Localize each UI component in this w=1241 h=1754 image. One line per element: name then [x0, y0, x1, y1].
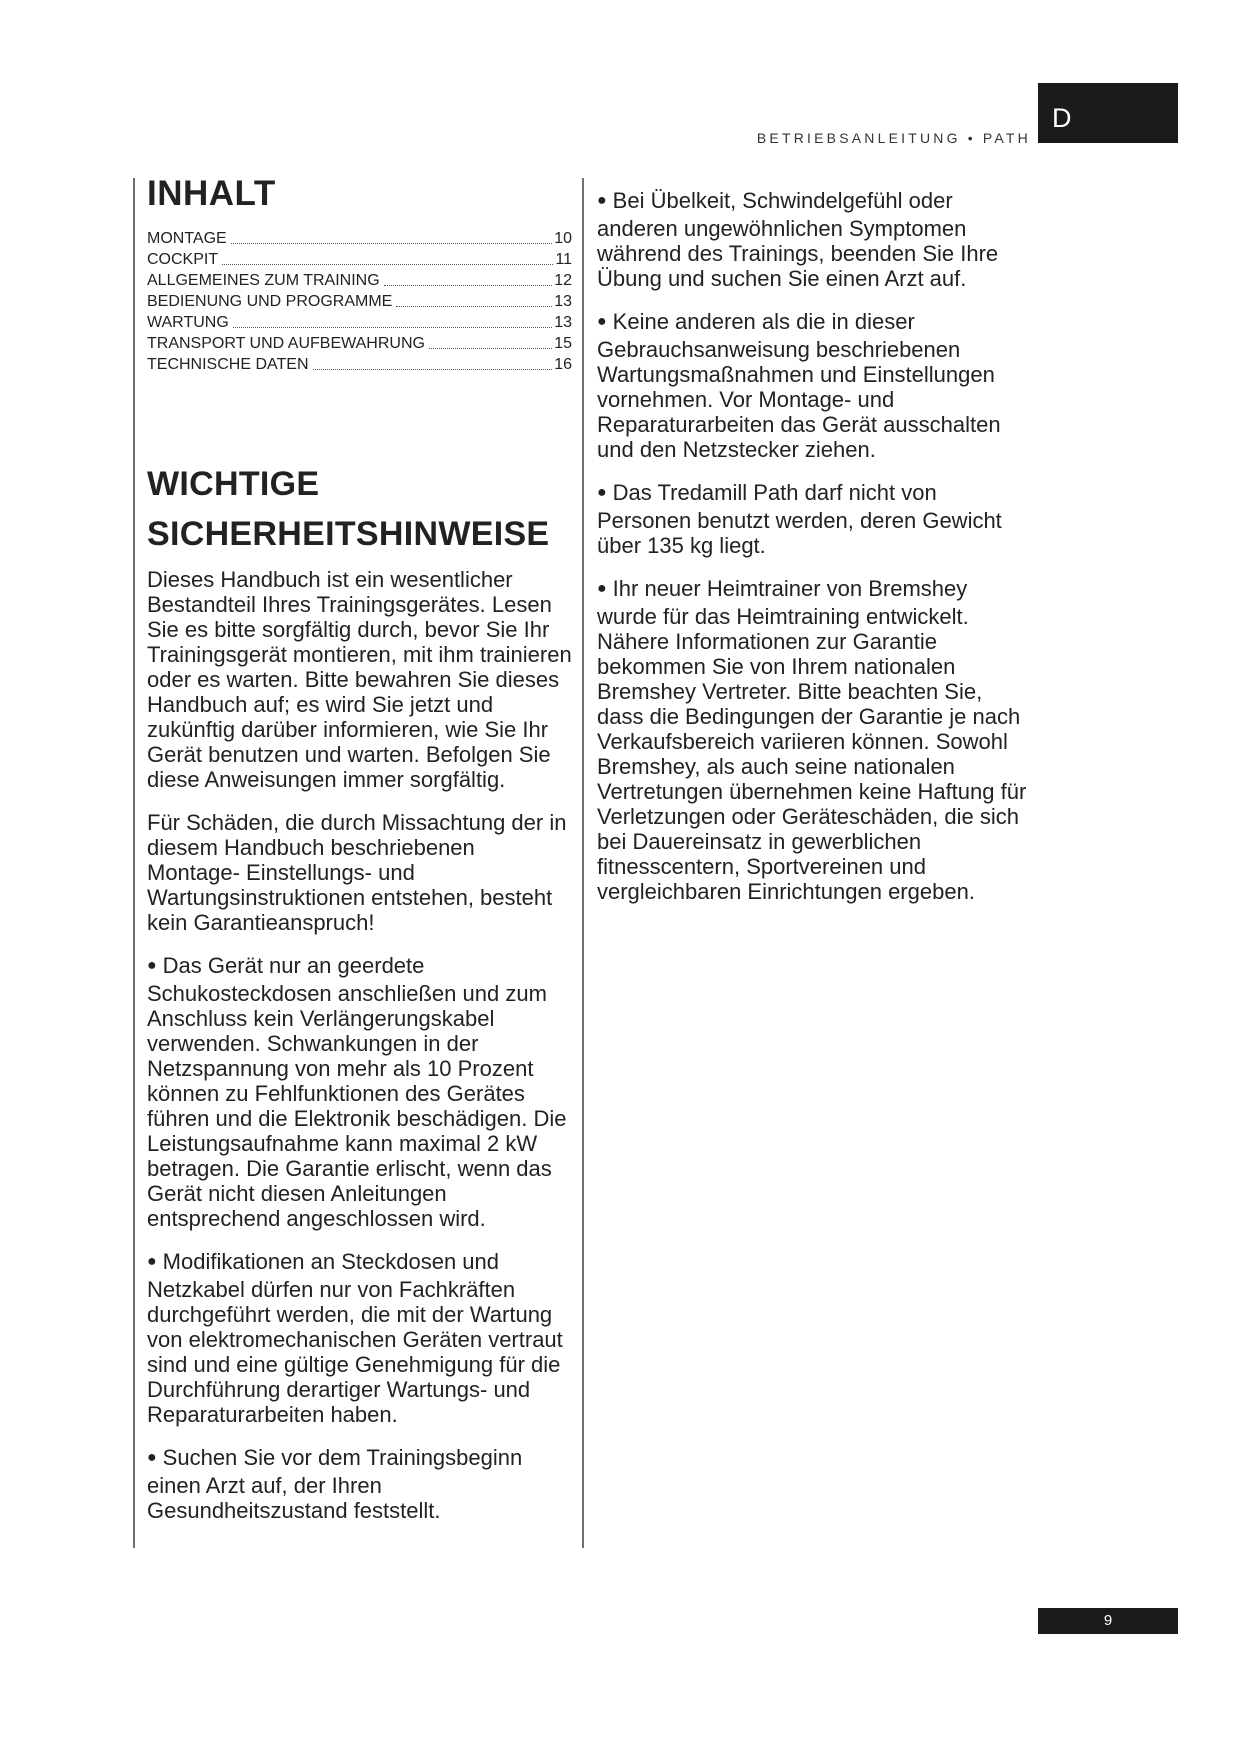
toc-item-page: 13 [554, 293, 572, 310]
safety-bullet-text: Das Gerät nur an geerdete Schukosteckdosen anschließen und zum Anschluss kein Verlängerungskabel verwenden. Schwankungen in der Netzspannung von mehr als 10 Prozent können zu Fehlfunktionen des Gerätes führen und die Elektronik beschädigen. Die Leistungsaufnahme kann maximal 2 kW betragen. Die Garantie erlischt, wenn das Gerät nicht diesen Anleitungen entsprechend angeschlossen wird. [147, 953, 567, 1231]
toc-item-page: 12 [554, 272, 572, 289]
toc-item[interactable] [147, 291, 572, 312]
safety-bullet-text: Bei Übelkeit, Schwindelgefühl oder anderen ungewöhnlichen Symptomen während des Trainings, beenden Sie Ihre Übung und suchen Sie einen Arzt auf. [597, 188, 999, 291]
toc-item[interactable] [147, 333, 572, 354]
safety-bullet [597, 188, 1027, 291]
safety-bullet [597, 309, 1027, 462]
safety-heading-line1: WICHTIGE [147, 465, 320, 503]
safety-bullet-text: Modifikationen an Steckdosen und Netzkabel dürfen nur von Fachkräften durchgeführt werden, die mit der Wartung von elektromechanischen Geräten vertraut sind und eine gültige Genehmigung für die Durchführung derartiger Wartungs- und Reparaturarbeiten haben. [147, 1249, 563, 1427]
toc-item-label: MONTAGE [147, 230, 227, 247]
toc-item-label: COCKPIT [147, 251, 219, 268]
toc-item-page: 16 [554, 356, 572, 373]
toc-item-label: ALLGEMEINES ZUM TRAINING [147, 272, 380, 289]
intro-paragraph: Dieses Handbuch ist ein wesentlicher Bestandteil Ihres Trainingsgerätes. Lesen Sie es bitte sorgfältig durch, bevor Sie Ihr Trainingsgerät montieren, mit ihm trainieren oder es warten. Bitte bewahren Sie dieses Handbuch auf; es wird Sie jetzt und zukünftig darüber informieren, wie Sie Ihr Gerät benutzen und warten. Befolgen Sie diese Anweisungen immer sorgfältig. [147, 567, 572, 792]
toc-item-label: WARTUNG [147, 314, 229, 331]
toc-item-label: TRANSPORT UND AUFBEWAHRUNG [147, 335, 425, 352]
toc-item[interactable] [147, 312, 572, 333]
toc-item-label: TECHNISCHE DATEN [147, 356, 309, 373]
safety-bullet-text: Suchen Sie vor dem Trainingsbeginn einen Arzt auf, der Ihren Gesundheitszustand feststellt. [147, 1445, 523, 1523]
toc-item[interactable] [147, 249, 572, 270]
left-column [147, 172, 572, 1541]
left-column-rule [133, 178, 135, 1548]
toc-item-page: 11 [555, 251, 572, 268]
language-tab: D [1038, 83, 1178, 143]
toc-item[interactable] [147, 228, 572, 249]
safety-bullet [597, 576, 1027, 904]
safety-bullet-text: Keine anderen als die in dieser Gebrauchsanweisung beschriebenen Wartungsmaßnahmen und Einstellungen vornehmen. Vor Montage- und Reparaturarbeiten das Gerät ausschalten und den Netzstecker ziehen. [597, 309, 1001, 462]
toc-title: INHALT [147, 174, 276, 213]
right-column [597, 188, 1027, 922]
warranty-paragraph: Für Schäden, die durch Missachtung der in diesem Handbuch beschriebenen Montage- Einstellungs- und Wartungsinstruktionen entstehen, besteht kein Garantieanspruch! [147, 810, 567, 935]
middle-column-rule [582, 178, 584, 1548]
header-title: BETRIEBSANLEITUNG • PATH [756, 130, 1031, 146]
toc-item-page: 13 [554, 314, 572, 331]
safety-heading-line2: SICHERHEITSHINWEISE [147, 515, 550, 553]
safety-bullet [147, 1249, 572, 1427]
safety-heading [147, 459, 572, 559]
table-of-contents [147, 228, 572, 375]
safety-bullet [597, 480, 1027, 558]
safety-bullet-text: Das Tredamill Path darf nicht von Personen benutzt werden, deren Gewicht über 135 kg liegt. [597, 480, 1002, 558]
safety-bullet [147, 953, 572, 1231]
safety-bullet-text: Ihr neuer Heimtrainer von Bremshey wurde für das Heimtraining entwickelt. Nähere Informationen zur Garantie bekommen Sie von Ihrem nationalen Bremshey Vertreter. Bitte beachten Sie, dass die Bedingungen der Garantie je nach Verkaufsbereich variieren können. Sowohl Bremshey, als auch seine nationalen Vertretungen übernehmen keine Haftung für Verletzungen oder Geräteschäden, die sich bei Dauereinsatz in gewerblichen fitnesscentern, Sportvereinen und vergleichbaren Einrichtungen ergeben. [597, 576, 1027, 904]
toc-item-label: BEDIENUNG UND PROGRAMME [147, 293, 393, 310]
toc-item[interactable] [147, 354, 572, 375]
safety-bullet [147, 1445, 572, 1523]
toc-item-page: 15 [554, 335, 572, 352]
page-number: 9 [1038, 1608, 1178, 1634]
toc-item-page: 10 [554, 230, 572, 247]
toc-item[interactable] [147, 270, 572, 291]
